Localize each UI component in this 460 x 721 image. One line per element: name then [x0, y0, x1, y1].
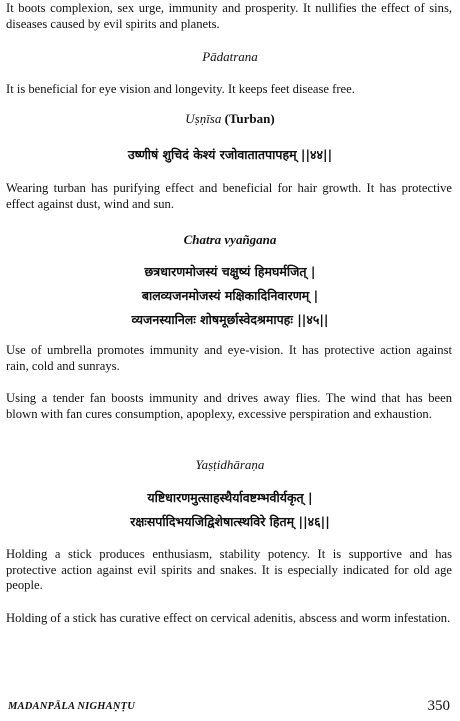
heading-usnisa-suffix: (Turban)	[224, 111, 275, 126]
paragraph-stick-enthusiasm: Holding a stick produces enthusiasm, stability potency. It is supportive and has protective action against evil spirits and snakes. It is especially indicated for old age people.	[6, 547, 452, 592]
verse-44: उष्णीषं शुचिदं केश्यं रजोवातातपापहम् ||४४||	[127, 147, 333, 162]
paragraph-stick-curative: Holding of a stick has curative effect on cervical adenitis, abscess and worm infestation.	[6, 611, 451, 625]
paragraph-umbrella: Use of umbrella promotes immunity and eye-vision. It has protective action against rain, cold and sunrays.	[6, 343, 452, 373]
heading-usnisa	[0, 111, 460, 127]
heading-yastidharana: Yaṣṭidhāraṇa	[195, 457, 265, 472]
verse-45-line-3: व्यजनस्यानिलः शोषमूर्छास्वेदश्रमापहः ||४५||	[131, 312, 329, 327]
heading-chatra-vyangana: Chatra vyañgana	[183, 232, 277, 247]
verse-45-line-2: बालव्यजनमोजस्यं मक्षिकादिनिवारणम् |	[141, 288, 319, 303]
verse-45-line-1: छत्रधारणमोजस्यं चक्षुष्यं हिमघर्मजित् |	[144, 264, 316, 279]
verse-46-line-2: रक्षःसर्पादिभयजिद्विशेषात्स्थविरे हितम् ||४६||	[130, 514, 330, 529]
running-footer-title: MADANPĀLA NIGHAṆṬU	[8, 701, 135, 712]
paragraph-padatrana: It is beneficial for eye vision and longevity. It keeps feet disease free.	[6, 82, 355, 96]
heading-padatrana: Pādatrana	[202, 49, 258, 64]
page-number: 350	[427, 698, 450, 714]
verse-46-line-1: यष्टिधारणमुत्साहस्थैर्यावष्टम्भवीर्यकृत् |	[147, 490, 313, 505]
heading-usnisa-title: Uṣṇīsa	[185, 111, 222, 126]
paragraph-benefits-intro: It boots complexion, sex urge, immunity and prosperity. It nullifies the effect of sins, diseases caused by evil spirits and planets.	[6, 1, 452, 31]
paragraph-turban: Wearing turban has purifying effect and beneficial for hair growth. It has protective effect against dust, wind and sun.	[6, 181, 452, 211]
paragraph-fan: Using a tender fan boosts immunity and drives away flies. The wind that has been blown with fan cures consumption, apoplexy, excessive perspiration and exhaustion.	[6, 391, 452, 421]
